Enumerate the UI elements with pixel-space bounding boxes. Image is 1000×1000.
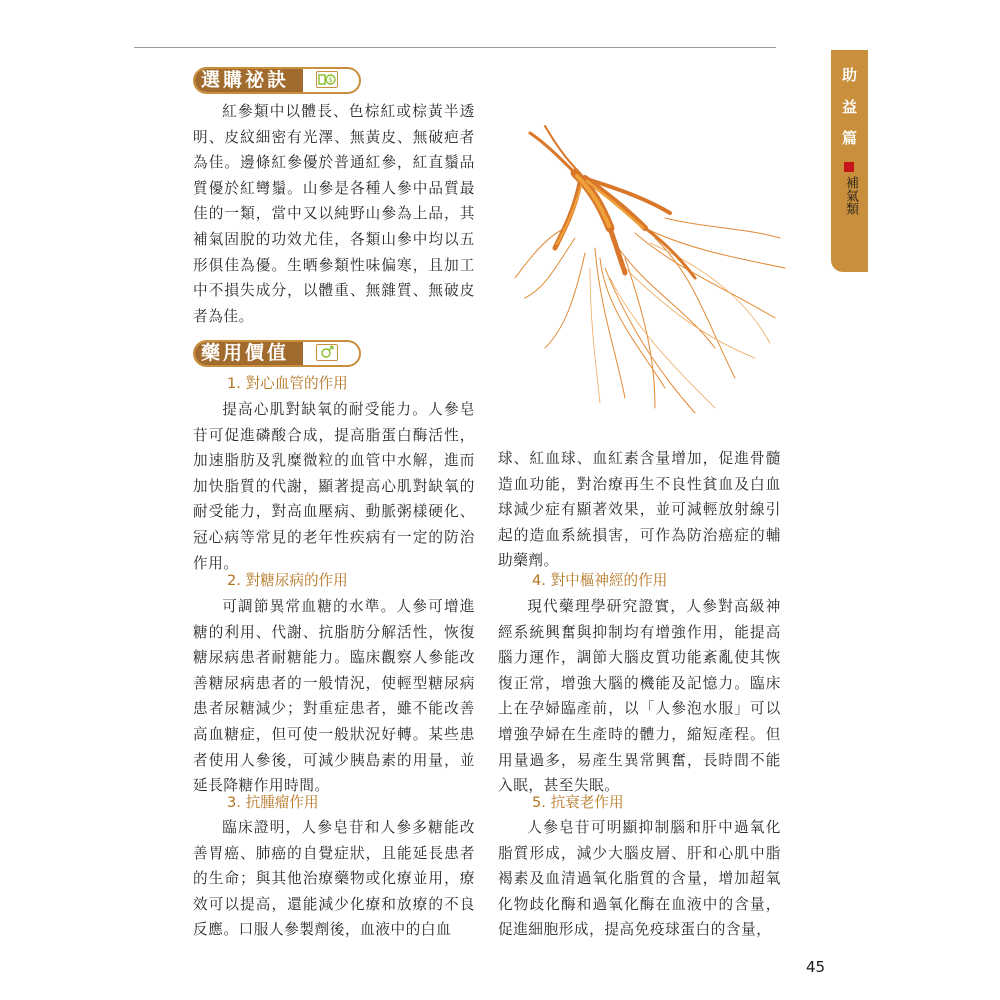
price-tag-icon xyxy=(316,71,338,88)
paragraph-antiaging xyxy=(498,815,781,943)
chapter-side-tab xyxy=(831,50,868,272)
side-tab-subcategory: 補氣類 xyxy=(843,176,858,215)
paragraph-antitumor xyxy=(193,815,475,943)
page-number: 45 xyxy=(806,958,826,976)
ginseng-root-illustration xyxy=(505,118,795,418)
paragraph-cns xyxy=(498,594,781,799)
paragraph-text: 可調節異常血糖的水準。人參可增進糖的利用、代謝、抗脂肪分解活性，恢復糖尿病患者耐糖能力。臨床觀察人參能改善糖尿病患者的一般情況，使輕型糖尿病患者尿糖減少；對重症患者，雖不能改善高血糖症，但可使一般狀況好轉。某些患者使用人參後，可減少胰島素的用量，並延長降糖作用時間。 xyxy=(193,598,475,795)
paragraph-text: 紅參類中以體長、色棕紅或棕黃半透明、皮紋細密有光澤、無黃皮、無破疤者為佳。邊條紅參優於普通紅參，紅直鬚品質優於紅彎鬚。山參是各種人參中品質最佳的一類，當中又以純野山參為上品，其補氣固脫的功效尤佳，各類山參中均以五形俱佳為優。生晒參類性味偏寒，且加工中不損失成分，以體重、無雜質、無破皮者為佳。 xyxy=(193,103,475,325)
paragraph-diabetes xyxy=(193,594,475,799)
paragraph-antitumor-continued xyxy=(498,446,781,574)
subsection-title-diabetes: 2. 對糖尿病的作用 xyxy=(227,572,348,589)
side-tab-char: 益 xyxy=(841,98,857,116)
top-rule xyxy=(134,47,776,48)
section-title: 選購祕訣 xyxy=(195,69,303,92)
side-tab-char: 助 xyxy=(841,66,857,84)
svg-text:$: $ xyxy=(328,76,333,84)
section-header-medicinal-value xyxy=(193,340,361,367)
side-tab-char: 篇 xyxy=(841,129,857,147)
gender-icon xyxy=(316,344,338,361)
purchase-tips-paragraph xyxy=(193,99,475,329)
paragraph-text: 提高心肌對缺氧的耐受能力。人參皂苷可促進磷酸合成，提高脂蛋白酶活性，加速脂肪及乳糜微粒的血管中水解，進而加快脂質的代謝，顯著提高心肌對缺氧的耐受能力，對高血壓病、動脈粥樣硬化、冠心病等常見的老年性疾病有一定的防治作用。 xyxy=(193,401,475,572)
red-square-marker xyxy=(844,162,854,172)
section-header-purchase-tips xyxy=(193,67,361,94)
subsection-title-antitumor: 3. 抗腫瘤作用 xyxy=(227,794,319,811)
paragraph-cardiovascular xyxy=(193,397,475,576)
paragraph-text: 人參皂苷可明顯抑制腦和肝中過氧化脂質形成，減少大腦皮層、肝和心肌中脂褐素及血清過氧化脂質的含量，增加超氧化物歧化酶和過氧化酶在血液中的含量，促進細胞形成，提高免疫球蛋白的含量， xyxy=(498,819,781,939)
section-title: 藥用價值 xyxy=(195,342,303,365)
paragraph-text: 臨床證明，人參皂苷和人參多糖能改善胃癌、肺癌的自覺症狀，且能延長患者的生命；與其他治療藥物或化療並用，療效可以提高，還能減少化療和放療的不良反應。口服人參製劑後，血液中的白血 xyxy=(193,819,475,939)
paragraph-text: 現代藥理學研究證實，人參對高級神經系統興奮與抑制均有增強作用，能提高腦力運作，調節大腦皮質功能紊亂使其恢復正常，增強大腦的機能及記憶力。臨床上在孕婦臨產前，以「人參泡水服」可以增強孕婦在生產時的體力，縮短產程。但用量過多，易產生異常興奮，長時間不能入眠，甚至失眠。 xyxy=(498,598,781,795)
subsection-title-cardiovascular: 1. 對心血管的作用 xyxy=(227,375,348,392)
subsection-title-cns: 4. 對中樞神經的作用 xyxy=(532,572,668,589)
paragraph-text: 球、紅血球、血紅素含量增加，促進骨髓造血功能，對治療再生不良性貧血及白血球減少症有顯著效果，並可減輕放射線引起的造血系統損害，可作為防治癌症的輔助藥劑。 xyxy=(498,450,781,570)
subsection-title-antiaging: 5. 抗衰老作用 xyxy=(532,794,624,811)
